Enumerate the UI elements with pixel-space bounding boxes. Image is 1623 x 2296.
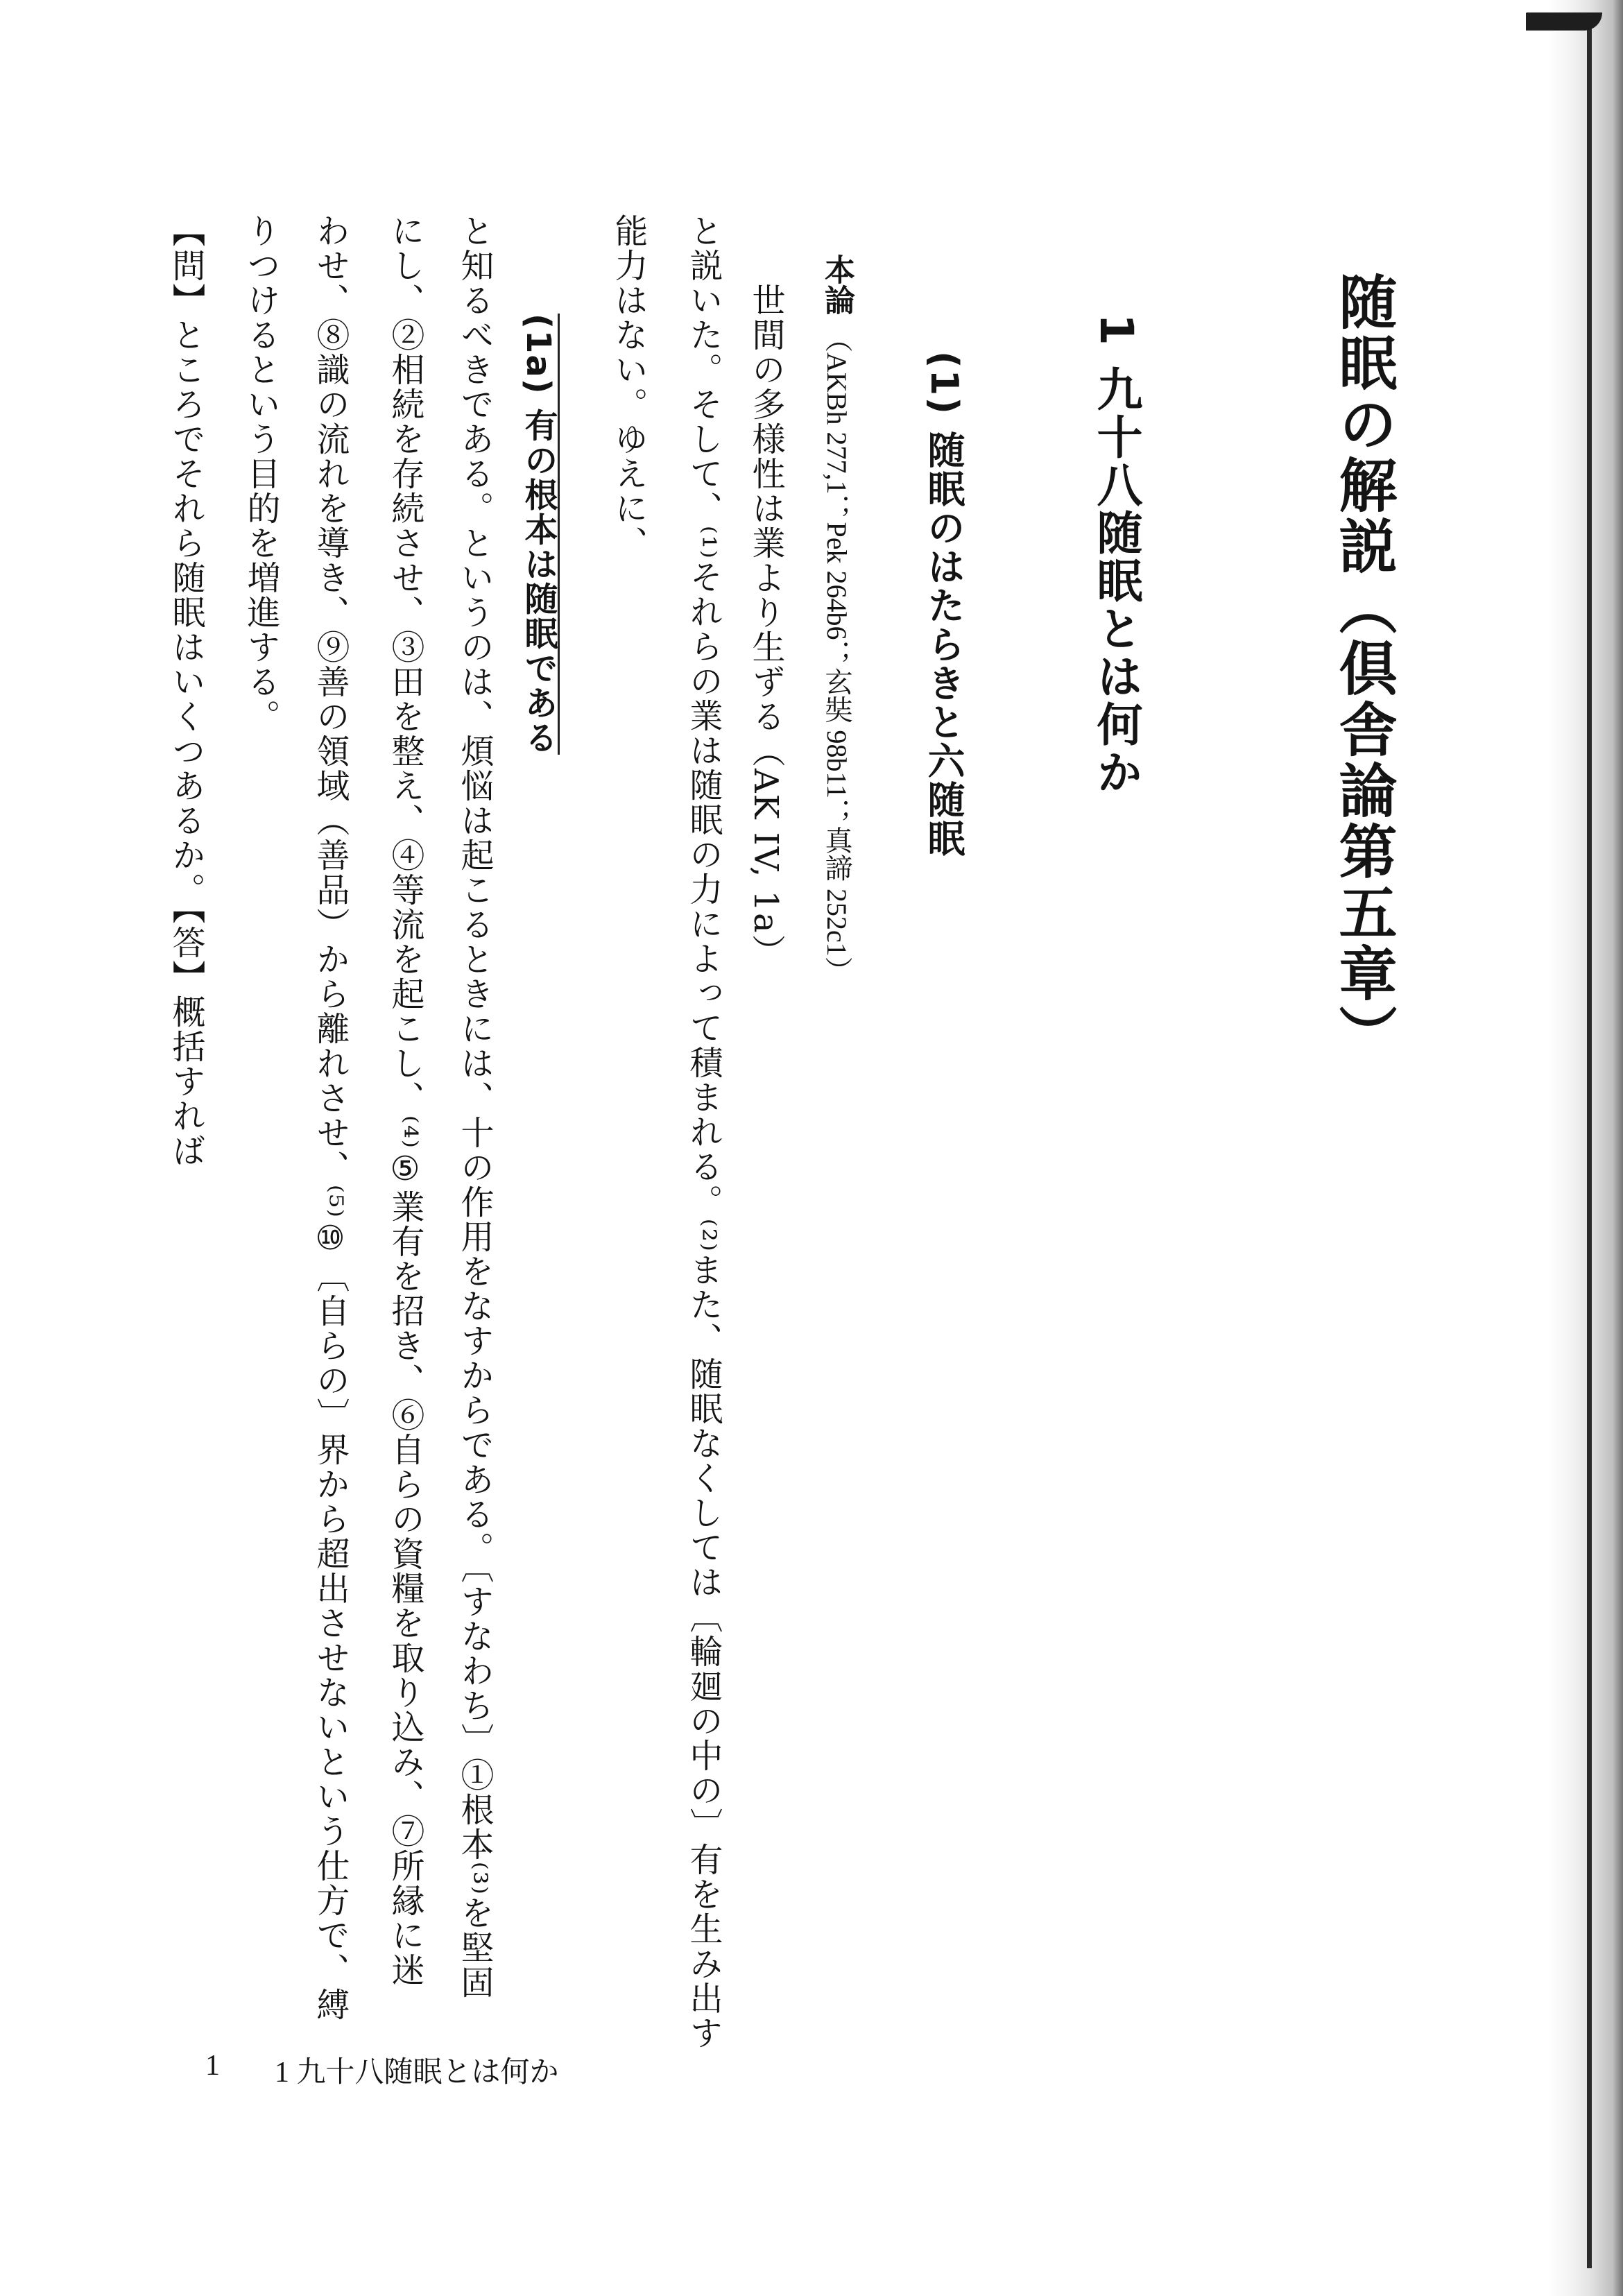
running-head: 1 九十八随眠とは何か	[275, 2057, 559, 2089]
section-heading	[1089, 314, 1143, 796]
subsection-number: (1)	[922, 351, 966, 415]
commentary-line: と知るべきである。というのは、煩悩は起こるときには、十の作用をなすからである。〔すなわち〕①根本⁽³⁾を堅固	[455, 214, 494, 2000]
subsection-title: 随眠のはたらきと六随眠	[922, 430, 966, 858]
section-title: 九十八随眠とは何か	[1089, 365, 1143, 796]
topic-heading: (1a) 有の根本は随眠である	[522, 314, 560, 755]
commentary-line: りつけるという目的を増進する。	[241, 214, 280, 734]
verse-line: 能力はない。ゆえに、	[609, 214, 648, 560]
source-citation	[819, 254, 855, 984]
commentary-line: わせ、⑧識の流れを導き、⑨善の領域（善品）から離れさせ、⁽⁵⁾⑩〔自らの〕界から超出させないという仕方で、縛	[311, 214, 350, 2022]
source-label: 本論	[819, 254, 855, 315]
section-number: 1	[1090, 314, 1143, 348]
source-reference: （AKBh 277,1；Pek 264b6；玄奘 98b11；真諦 252c1）	[821, 325, 852, 984]
commentary-line: にし、②相続を存続させ、③田を整え、④等流を起こし、⁽⁴⁾⑤業有を招き、⑥自らの資糧を取り込み、⑦所縁に迷	[386, 214, 424, 1987]
subsection-heading	[922, 351, 966, 858]
page-number: 1	[205, 2050, 220, 2082]
page-binding-shadow	[1547, 0, 1623, 2296]
page-edge-line	[1587, 28, 1592, 2268]
commentary-line: 【問】ところでそれら随眠はいくつあるか。【答】概括すれば	[166, 214, 205, 1168]
verse-line: と説いた。そして、⁽¹⁾それらの業は随眠の力によって積まれる。⁽²⁾また、随眠なくしては〔輪廻の中の〕有を生み出す	[684, 214, 723, 2050]
page-edge-cap	[1526, 12, 1602, 31]
verse-line: 世間の多様性は業より生ずる（AK IV, 1a）	[746, 283, 785, 969]
chapter-title: 随眠の解説（倶舎論第五章）	[1330, 272, 1398, 1065]
